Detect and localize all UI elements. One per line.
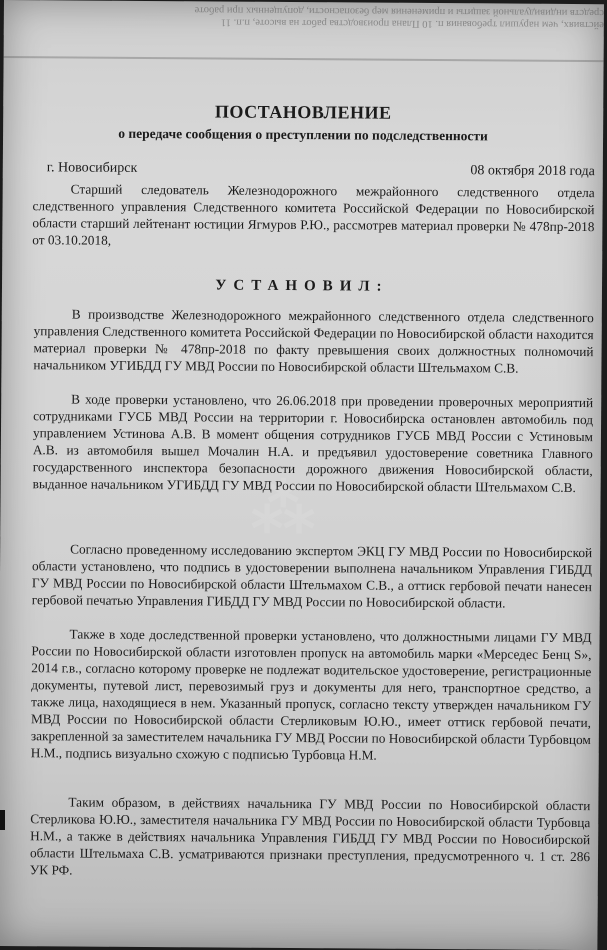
body-paragraph: В производстве Железнодорожного межрайонного следственного отдела следственного управления Следственного комитета Российской Федерации по Новосибирской области находится материал проверки № 478пр-2018 по факту превышения своих должностных полномочий начальником УГИБДД ГУ МВД России по Новосибирской области Штельмахом С.В. [33, 306, 594, 376]
body-paragraph: В ходе проверки установлено, что 26.06.2018 при проведении проверочных мероприятий сотрудниками ГУСБ МВД России на территории г. Новосибирска остановлен автомобиль под управлением Устинова А.В. В момент общения сотрудников ГУСБ МВД России с Устиновым А.В. из автомобиля вышел Мочалин Н.А. и предъявил удостоверение советника Главного государственного инспектора безопасности дорожного движения Новосибирской области, выданное начальником УГИБДД ГУ МВД России по Новосибирской области Штельмахом С.В. [32, 391, 594, 496]
document-subtitle: о передаче сообщения о преступлении по подследственности [118, 125, 488, 144]
section-heading: УСТАНОВИЛ: [215, 277, 389, 295]
document-city: г. Новосибирск [46, 160, 138, 176]
bleed-line: средств индивидуальной защиты и применения мер безопасности, допущенных при работе [194, 4, 604, 19]
intro-paragraph: Старший следователь Железнодорожного межрайонного следственного отдела следственного управления Следственного комитета Российской Федерации по Новосибирской области старший лейтенант юстиции Ягмуров Р.Ю., рассмотрев материал проверки № 478пр-2018 от 03.10.2018, [32, 181, 595, 248]
clip-edge-mark [0, 810, 5, 830]
body-paragraph: Таким образом, в действиях начальника ГУ МВД России по Новосибирской области Стерликова Ю.Ю., заместителя начальника ГУ МВД России по Новосибирской области Турбовца Н.М., а также в действиях начальника Управления ГИБДД ГУ МВД России по Новосибирской области Штельмаха С.В. усматриваются признаки преступления, предусмотренного ч. 1 ст. 286 УК РФ. [29, 794, 591, 878]
bleed-line: ействиях, чем нарушил требования п. 10 Плана производства работ на высоте, п.п. 11 [220, 16, 604, 31]
paper-fold-line [4, 56, 604, 62]
faint-watermark: ⁂ [250, 472, 321, 546]
body-paragraph: Согласно проведенному исследованию экспертом ЭКЦ ГУ МВД России по Новосибирской области установлено, что подпись в удостоверении выполнена начальником Управления ГИБДД ГУ МВД России по Новосибирской области Штельмахом С.В., а оттиск гербовой печати нанесен гербовой печатью Управления ГИБДД ГУ МВД России по Новосибирской области. [31, 541, 593, 611]
document-title: ПОСТАНОВЛЕНИЕ [214, 101, 392, 123]
body-paragraph: Также в ходе доследственной проверки установлено, что должностными лицами ГУ МВД России по Новосибирской области изготовлен пропуск на автомобиль марки «Мерседес Бенц S», 2014 г.в., согласно которому проверке не подлежат водительское удостоверение, регистрационные документы, путевой лист, перевозимый груз и документы для него, транспортное средство, а также лица, находящиеся в нем. Указанный пропуск, согласно тексту утвержден начальником ГУ МВД России по Новосибирской области Стерликовым Ю.Ю., имеет оттиск гербовой печати, закрепленной за заместителем начальника ГУ МВД России по Новосибирской области Турбовцом Н.М., подпись визуально схожую с подписью Турбовца Н.М. [30, 626, 592, 763]
bleed-through-text [44, 2, 604, 30]
document-date: 08 октября 2018 года [470, 163, 595, 180]
